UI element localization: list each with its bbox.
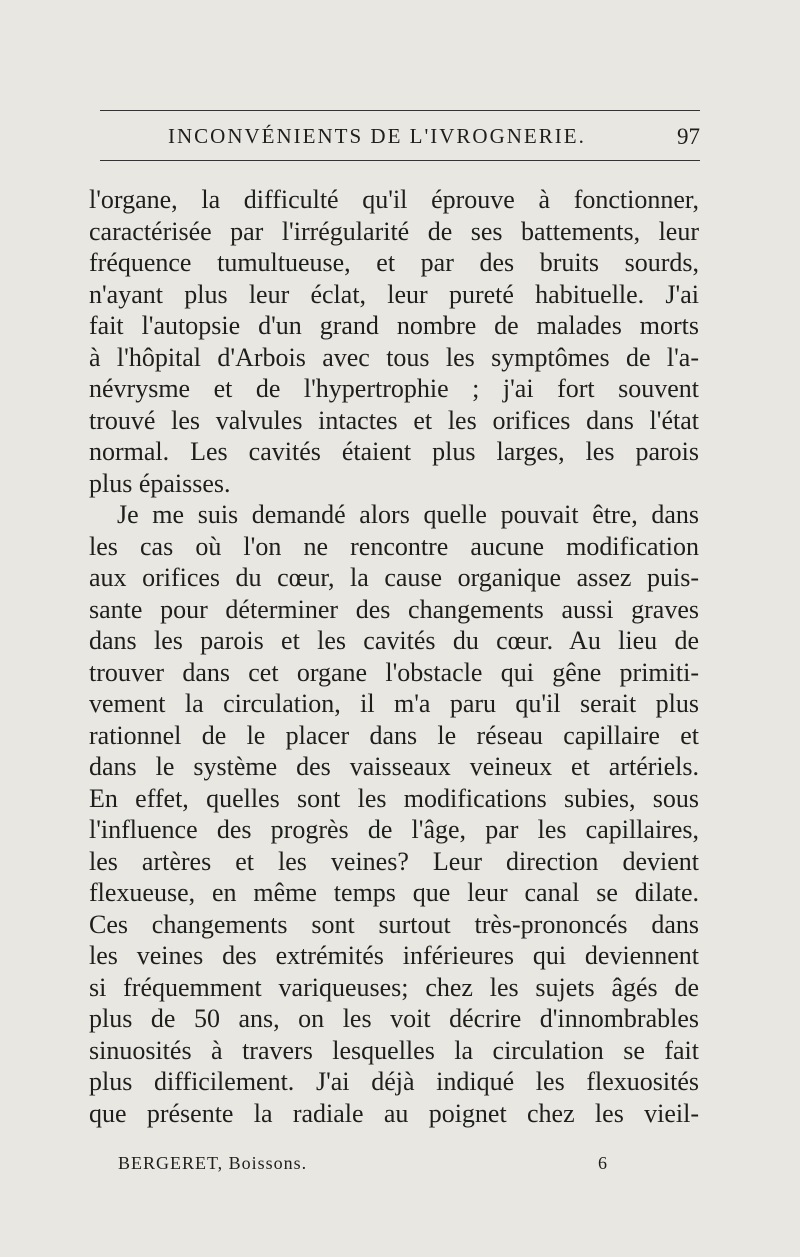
text-line: l'influence des progrès de l'âge, par les capillaires, (89, 815, 699, 844)
text-line: trouvé les valvules intactes et les orifices dans l'état (89, 405, 699, 435)
text-line: rationnel de le placer dans le réseau capillaire et (89, 720, 699, 750)
text-line: sante pour déterminer des changements aussi graves (89, 594, 699, 624)
text-line: les veines des extrémités inférieures qui deviennent (89, 941, 699, 970)
text-line: normal. Les cavités étaient plus larges, les parois (89, 437, 699, 466)
paragraph-start-line: Je me suis demandé alors quelle pouvait être, dans (117, 500, 699, 529)
text-line: que présente la radiale au poignet chez les vieil- (89, 1098, 699, 1128)
text-line: dans les parois et les cavités du cœur. Au lieu de (89, 626, 699, 655)
text-line: névrysme et de l'hypertrophie ; j'ai fort souvent (89, 374, 699, 403)
text-line: les cas où l'on ne rencontre aucune modification (89, 531, 699, 561)
text-line: n'ayant plus leur éclat, leur pureté habituelle. J'ai (89, 279, 699, 309)
text-line: plus difficilement. J'ai déjà indiqué les flexuosités (89, 1067, 699, 1096)
text-line: vement la circulation, il m'a paru qu'il serait plus (89, 689, 699, 718)
text-line: aux orifices du cœur, la cause organique assez puis- (89, 563, 699, 592)
text-line: sinuosités à travers lesquelles la circulation se fait (89, 1035, 699, 1065)
text-line: l'organe, la difficulté qu'il éprouve à fonctionner, (89, 185, 699, 214)
text-line: dans le système des vaisseaux veineux et artériels. (89, 752, 699, 781)
running-header (100, 124, 700, 154)
text-line: trouver dans cet organe l'obstacle qui gêne primiti- (89, 657, 699, 687)
text-line: plus de 50 ans, on les voit décrire d'innombrables (89, 1004, 699, 1033)
text-line: à l'hôpital d'Arbois avec tous les symptômes de l'a- (89, 342, 699, 372)
footer-author: BERGERET, Boissons. (118, 1153, 308, 1173)
text-line: les artères et les veines? Leur direction devient (89, 846, 699, 876)
body-text (89, 184, 699, 1129)
text-line: caractérisée par l'irrégularité de ses battements, leur (89, 216, 699, 246)
text-line: En effet, quelles sont les modifications subies, sous (89, 783, 699, 813)
text-line: Ces changements sont surtout très-prononcés dans (89, 909, 699, 939)
running-title: INCONVÉNIENTS DE L'IVROGNERIE. (168, 124, 586, 148)
header-rule-bottom (100, 160, 700, 161)
page-number: 97 (677, 124, 700, 149)
text-line: fait l'autopsie d'un grand nombre de malades morts (89, 311, 699, 340)
signature-mark: 6 (598, 1153, 607, 1173)
text-line: fréquence tumultueuse, et par des bruits sourds, (89, 248, 699, 277)
text-line: flexueuse, en même temps que leur canal se dilate. (89, 878, 699, 907)
text-line: si fréquemment variqueuses; chez les sujets âgés de (89, 972, 699, 1002)
paragraph-end-line: plus épaisses. (89, 468, 231, 498)
header-rule-top (100, 110, 700, 111)
